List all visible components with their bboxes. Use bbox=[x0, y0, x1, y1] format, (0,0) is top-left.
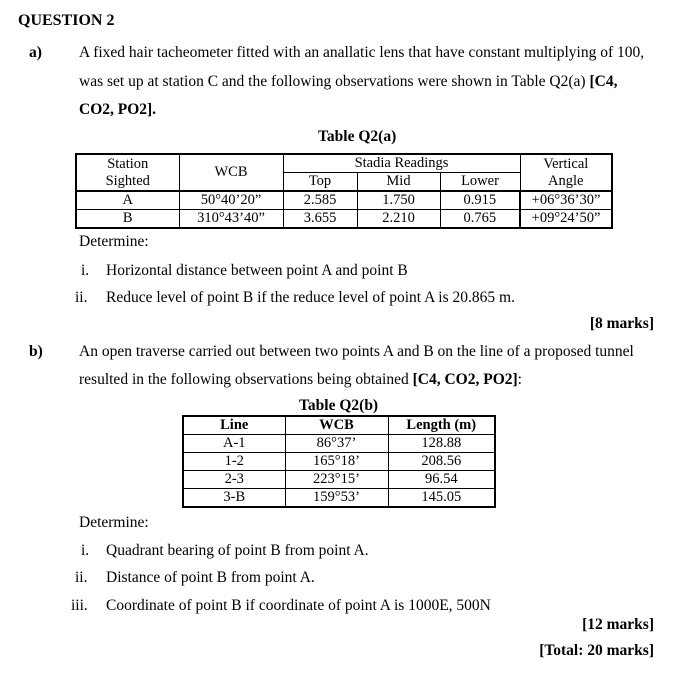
part-a-tag: [C4, bbox=[589, 73, 618, 90]
header-wcb: WCB bbox=[285, 416, 388, 435]
cell-top: 3.655 bbox=[283, 210, 357, 229]
part-a-line-2-text: was set up at station C and the following observations were shown in Table Q2(a) bbox=[79, 73, 586, 90]
total-marks: [Total: 20 marks] bbox=[539, 642, 654, 659]
table-q2a bbox=[75, 153, 613, 229]
header-length: Length (m) bbox=[388, 416, 495, 435]
table-row bbox=[183, 489, 495, 508]
cell-line: 2-3 bbox=[183, 471, 285, 489]
table-row bbox=[76, 191, 612, 210]
part-b-line-2 bbox=[79, 371, 522, 389]
table-row bbox=[183, 453, 495, 471]
table-row bbox=[183, 435, 495, 453]
part-b-item-3-text: Coordinate of point B if coordinate of point A is 1000E, 500N bbox=[106, 597, 491, 614]
part-b-item-1-num: i. bbox=[81, 542, 90, 559]
header-lower: Lower bbox=[440, 173, 520, 192]
part-b-marks: [12 marks] bbox=[582, 616, 654, 633]
part-a-line-1: A fixed hair tacheometer fitted with an anallatic lens that have constant multiplying of 100, bbox=[79, 44, 645, 61]
part-b-tag: [C4, CO2, PO2] bbox=[412, 371, 518, 388]
cell-line: 1-2 bbox=[183, 453, 285, 471]
cell-wcb: 86°37’ bbox=[285, 435, 388, 453]
cell-length: 145.05 bbox=[388, 489, 495, 508]
header-station bbox=[76, 154, 179, 191]
header-wcb: WCB bbox=[179, 154, 283, 191]
part-b-line-2-tail: : bbox=[517, 371, 522, 388]
part-a-item-1-num: i. bbox=[81, 262, 90, 279]
cell-line: A-1 bbox=[183, 435, 285, 453]
part-a-determine: Determine: bbox=[79, 233, 149, 250]
question-heading: QUESTION 2 bbox=[18, 12, 115, 29]
cell-station: A bbox=[76, 191, 179, 210]
part-b-item-3-num: iii. bbox=[71, 597, 88, 614]
part-a-label: a) bbox=[29, 44, 42, 61]
cell-length: 96.54 bbox=[388, 471, 495, 489]
part-a-item-2-num: ii. bbox=[75, 289, 88, 306]
header-top: Top bbox=[283, 173, 357, 192]
table-row bbox=[183, 471, 495, 489]
cell-wcb: 310°43’40” bbox=[179, 210, 283, 229]
table-q2b-title: Table Q2(b) bbox=[299, 397, 379, 414]
part-b-item-1-text: Quadrant bearing of point B from point A. bbox=[106, 542, 369, 559]
cell-mid: 1.750 bbox=[357, 191, 440, 210]
part-a-item-2-text: Reduce level of point B if the reduce level of point A is 20.865 m. bbox=[106, 289, 515, 306]
header-station-l1: Station bbox=[107, 155, 149, 172]
cell-line: 3-B bbox=[183, 489, 285, 508]
cell-mid: 2.210 bbox=[357, 210, 440, 229]
cell-wcb: 165°18’ bbox=[285, 453, 388, 471]
header-vertical-l2: Angle bbox=[548, 172, 584, 189]
part-a-marks: [8 marks] bbox=[589, 315, 654, 332]
header-station-l2: Sighted bbox=[105, 172, 150, 189]
part-a-item-1-text: Horizontal distance between point A and point B bbox=[106, 262, 408, 279]
table-q2a-title: Table Q2(a) bbox=[318, 128, 397, 145]
header-line: Line bbox=[183, 416, 285, 435]
header-mid: Mid bbox=[357, 173, 440, 192]
cell-top: 2.585 bbox=[283, 191, 357, 210]
part-b-label: b) bbox=[29, 343, 43, 360]
cell-wcb: 50°40’20” bbox=[179, 191, 283, 210]
cell-length: 128.88 bbox=[388, 435, 495, 453]
header-vertical-l1: Vertical bbox=[543, 155, 589, 172]
part-b-item-2-num: ii. bbox=[75, 569, 88, 586]
cell-lower: 0.915 bbox=[440, 191, 520, 210]
part-b-line-2-text: resulted in the following observations being obtained bbox=[79, 371, 409, 388]
cell-lower: 0.765 bbox=[440, 210, 520, 229]
cell-vertical: +09°24’50” bbox=[520, 210, 612, 229]
cell-station: B bbox=[76, 210, 179, 229]
cell-wcb: 159°53’ bbox=[285, 489, 388, 508]
part-b-determine: Determine: bbox=[79, 514, 149, 531]
part-b-line-1: An open traverse carried out between two points A and B on the line of a proposed tunnel bbox=[79, 343, 634, 360]
cell-length: 208.56 bbox=[388, 453, 495, 471]
part-a-line-3: CO2, PO2]. bbox=[79, 101, 157, 118]
header-stadia: Stadia Readings bbox=[283, 154, 520, 173]
table-q2b bbox=[182, 415, 496, 508]
part-b-item-2-text: Distance of point B from point A. bbox=[106, 569, 315, 586]
table-row bbox=[76, 210, 612, 229]
header-vertical bbox=[520, 154, 612, 191]
cell-vertical: +06°36’30” bbox=[520, 191, 612, 210]
part-a-line-2 bbox=[79, 73, 617, 91]
cell-wcb: 223°15’ bbox=[285, 471, 388, 489]
